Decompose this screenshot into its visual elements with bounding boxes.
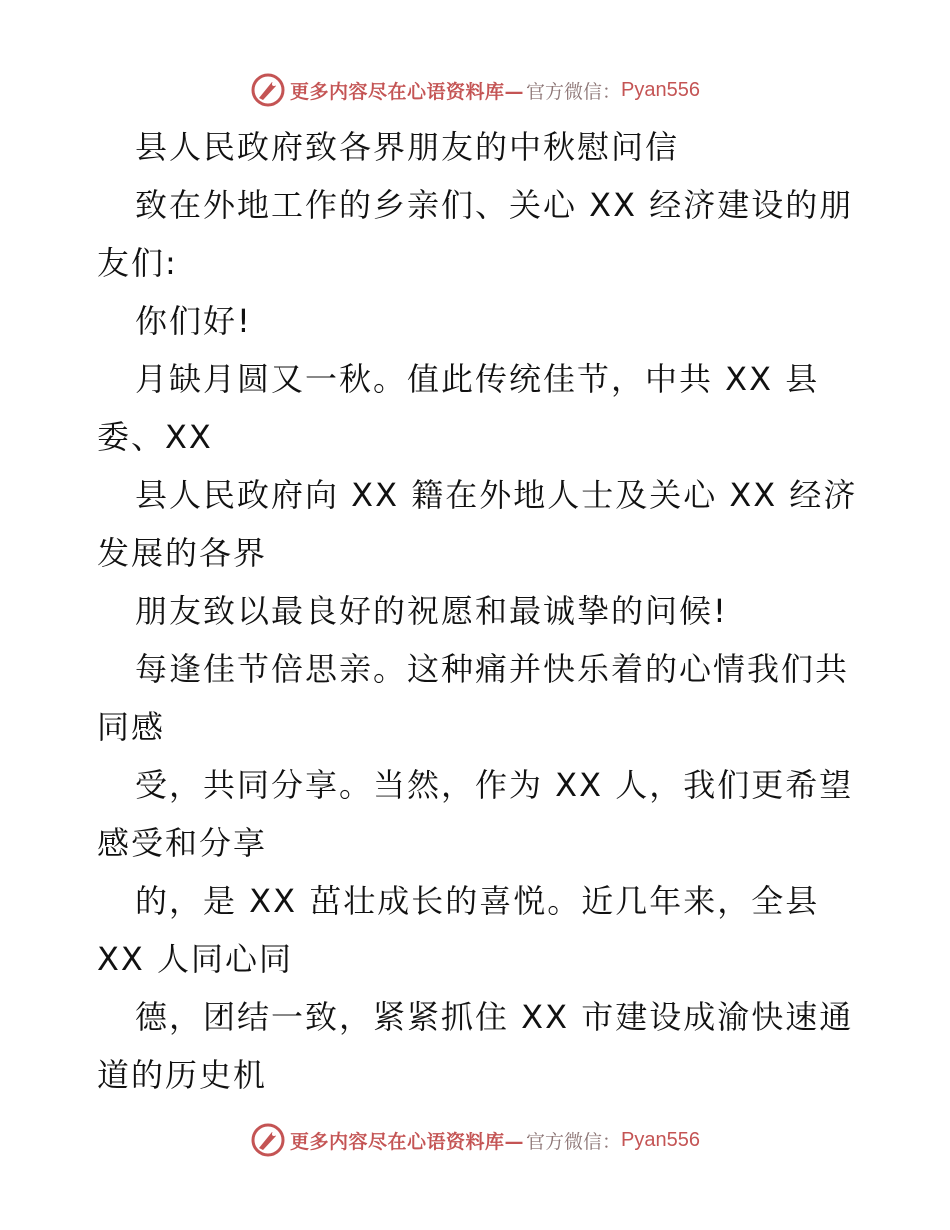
banner-wechat-id: Pyan556 (621, 78, 700, 101)
text-line: 月缺月圆又一秋。值此传统佳节，中共 XX 县 (135, 360, 820, 398)
footer-banner (0, 1118, 950, 1162)
text-line: 的，是 XX 茁壮成长的喜悦。近几年来，全县 (135, 882, 820, 920)
text-line: 德，团结一致，紧紧抓住 XX 市建设成渝快速通 (135, 998, 854, 1036)
banner-wechat-label: 官方微信： (526, 1130, 622, 1153)
banner-wechat-label: 官方微信： (526, 80, 622, 103)
text-line: 县人民政府向 XX 籍在外地人士及关心 XX 经济 (135, 476, 858, 514)
banner-slogan: 更多内容尽在心语资料库— (290, 80, 525, 103)
text-line: 发展的各界 (97, 534, 268, 572)
document-title: 县人民政府致各界朋友的中秋慰问信 (135, 128, 680, 166)
text-line: 朋友致以最良好的祝愿和最诚挚的问候! (135, 592, 728, 630)
text-line: 同感 (97, 708, 166, 746)
banner-slogan: 更多内容尽在心语资料库— (290, 1130, 525, 1153)
text-line: 每逢佳节倍思亲。这种痛并快乐着的心情我们共 (135, 650, 850, 688)
text-line: 受，共同分享。当然，作为 XX 人，我们更希望 (135, 766, 854, 804)
text-line: XX 人同心同 (97, 940, 294, 978)
header-banner (0, 68, 950, 112)
text-line: 委、XX (97, 418, 213, 456)
banner-wechat-id: Pyan556 (621, 1128, 700, 1151)
text-line: 致在外地工作的乡亲们、关心 XX 经济建设的朋 (135, 186, 854, 224)
text-line: 你们好! (135, 302, 252, 340)
pen-logo-icon (250, 1122, 286, 1158)
document-body (97, 118, 867, 1104)
text-line: 道的历史机 (97, 1056, 268, 1094)
text-line: 友们: (97, 244, 178, 282)
pen-logo-icon (250, 72, 286, 108)
text-line: 感受和分享 (97, 824, 268, 862)
